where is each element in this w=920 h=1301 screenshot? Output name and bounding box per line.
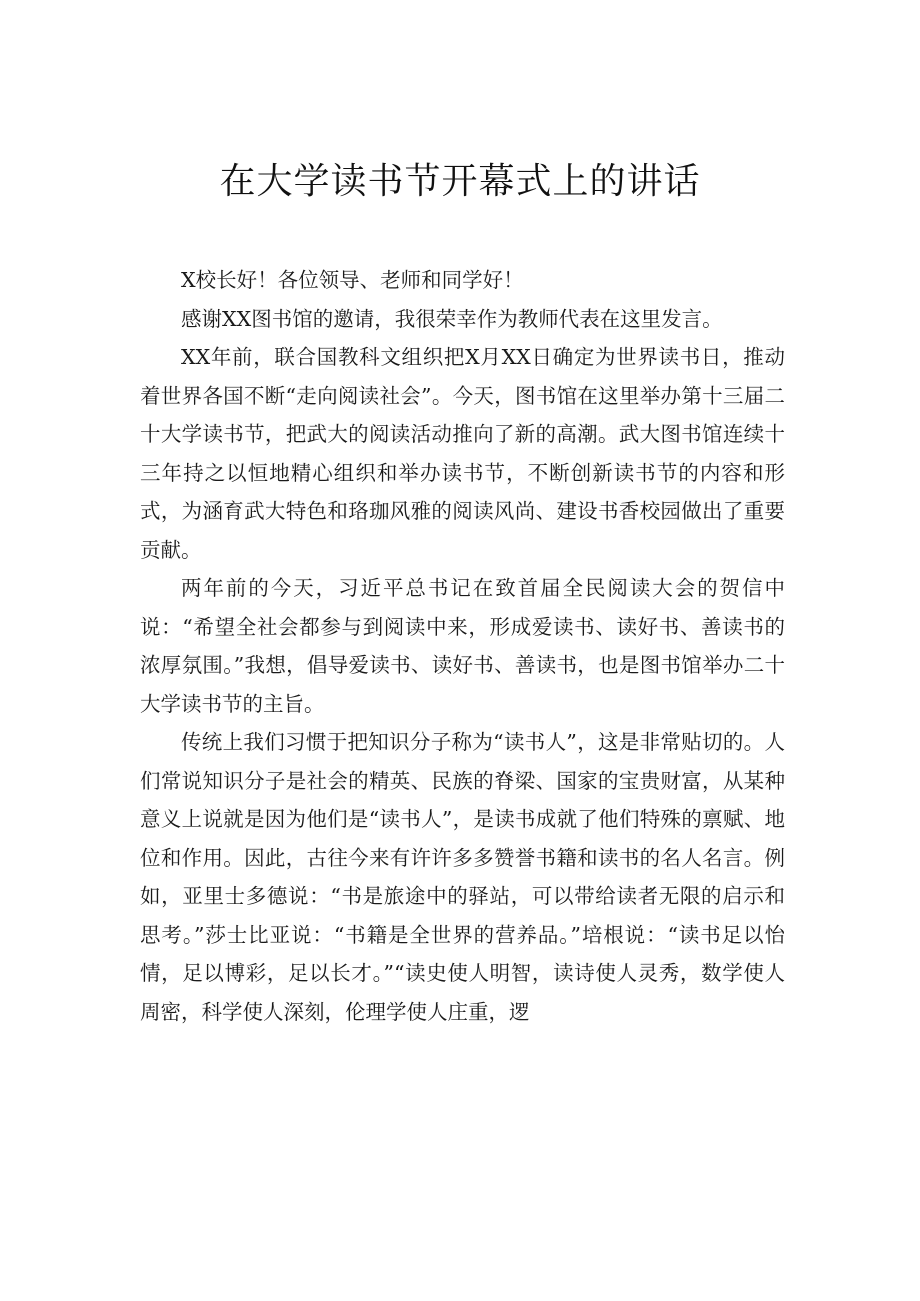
xi-letter-paragraph: 两年前的今天，习近平总书记在致首届全民阅读大会的贺信中说：“希望全社会都参与到阅读中来，形成爱读书、读好书、善读书的浓厚氛围。”我想，倡导爱读书、读好书、善读书，也是图书馆举办二十大学读书节的主旨。 (140, 576, 785, 716)
document-body (140, 261, 785, 1031)
greeting-paragraph: X校长好！各位领导、老师和同学好！ (181, 268, 524, 292)
document-title: 在大学读书节开幕式上的讲话 (219, 161, 701, 202)
thanks-paragraph: 感谢XX图书馆的邀请，我很荣幸作为教师代表在这里发言。 (181, 306, 723, 331)
world-book-day-paragraph: XX年前，联合国教科文组织把X月XX日确定为世界读书日，推动着世界各国不断“走向阅读社会”。今天，图书馆在这里举办第十三届二十大学读书节，把武大的阅读活动推向了新的高潮。武大图书馆连续十三年持之以恒地精心组织和举办读书节，不断创新读书节的内容和形式，为涵育武大特色和珞珈风雅的阅读风尚、建设书香校园做出了重要贡献。 (140, 345, 785, 562)
readers-paragraph: 传统上我们习惯于把知识分子称为“读书人”，这是非常贴切的。人们常说知识分子是社会的精英、民族的脊梁、国家的宝贵财富，从某种意义上说就是因为他们是“读书人”，是读书成就了他们特殊的禀赋、地位和作用。因此，古往今来有许许多多赞誉书籍和读书的名人名言。例如，亚里士多德说：“书是旅途中的驿站，可以带给读者无限的启示和思考。”莎士比亚说：“书籍是全世界的营养品。”培根说：“读书足以怡情，足以博彩，足以长才。”“读史使人明智，读诗使人灵秀，数学使人周密，科学使人深刻，伦理学使人庄重，逻 (140, 730, 785, 1024)
